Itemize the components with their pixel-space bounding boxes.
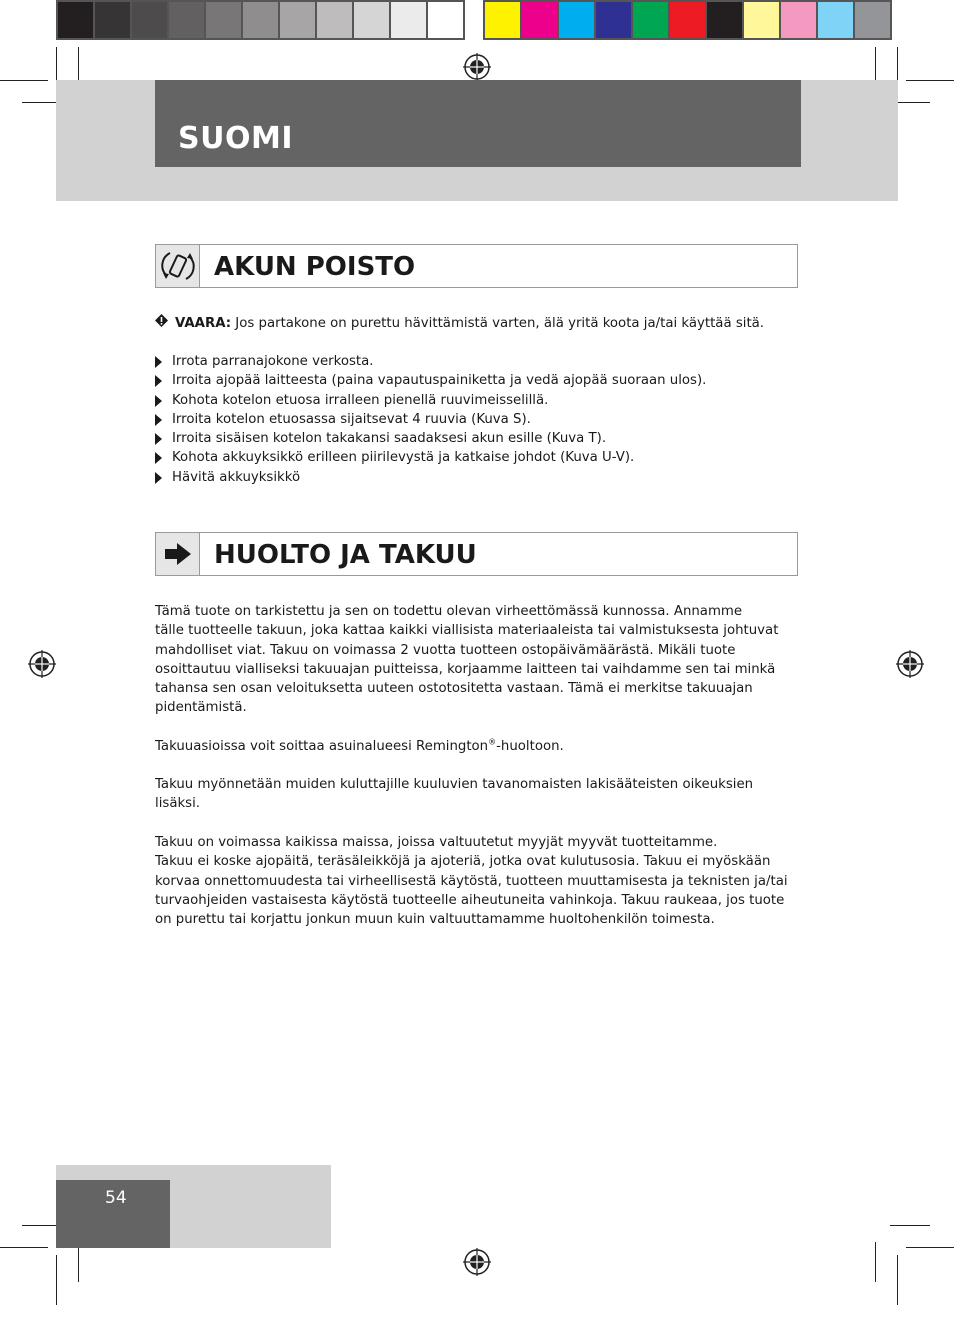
section-title: AKUN POISTO — [214, 252, 416, 282]
bullet-arrow-icon — [155, 395, 162, 407]
color-swatch — [317, 2, 352, 38]
warranty-paragraph-3: Takuu myönnetään muiden kuluttajille kuuluvien tavanomaisten lakisääteisten oikeuksien lisäksi. — [155, 777, 754, 812]
list-item: Kohota kotelon etuosa irralleen pienellä ruuvimeisselillä. — [155, 391, 706, 410]
color-swatch — [428, 2, 463, 38]
color-swatch — [243, 2, 278, 38]
color-swatch — [522, 2, 557, 38]
crop-mark — [906, 1247, 954, 1248]
crop-mark — [897, 1255, 898, 1305]
removal-steps-list — [155, 352, 706, 487]
color-swatch — [206, 2, 241, 38]
warranty-paragraph-2: Takuuasioissa voit soittaa asuinalueesi Remington®-huoltoon. — [155, 737, 564, 754]
color-swatch — [95, 2, 130, 38]
color-swatch — [354, 2, 389, 38]
color-swatch — [58, 2, 93, 38]
arrow-right-icon — [156, 533, 200, 575]
color-swatch — [670, 2, 705, 38]
crop-mark — [78, 1242, 79, 1282]
color-swatch — [855, 2, 890, 38]
color-swatch — [169, 2, 204, 38]
color-swatch — [596, 2, 631, 38]
color-swatch — [280, 2, 315, 38]
crop-mark — [0, 80, 48, 81]
registration-mark-icon — [28, 650, 56, 678]
warranty-paragraph-4: Takuu on voimassa kaikissa maissa, joissa valtuutetut myyjät myyvät tuotteitamme. Takuu ei koske ajopäitä, teräsäleikköjä ja ajoteriä, jotka ovat kulutusosia. Takuu ei myöskään korvaa onnettomuudesta tai virheellisestä käytöstä, tuotteen muuttamisesta ja teknisten ja/tai turvaohjeiden vastaisesta käytöstä tuotteelle aiheutuneita vahinkoja. Takuu raukeaa, jos tuote on purettu tai korjattu jonkun muun kuin valtuuttamamme huoltohenkilön toimesta. — [155, 835, 788, 928]
section-header-service — [155, 532, 798, 576]
list-item: Irroita ajopää laitteesta (paina vapautuspainiketta ja vedä ajopää suoraan ulos). — [155, 371, 706, 390]
warning-note — [155, 314, 764, 331]
page-title: SUOMI — [178, 121, 293, 156]
warning-text: Jos partakone on purettu hävittämistä varten, älä yritä koota ja/tai käyttää sitä. — [231, 316, 765, 331]
color-swatch — [633, 2, 668, 38]
color-swatch — [707, 2, 742, 38]
crop-mark — [0, 1247, 48, 1248]
warning-label: VAARA: — [175, 316, 232, 331]
bullet-arrow-icon — [155, 472, 162, 484]
list-item: Hävitä akkuyksikkö — [155, 468, 706, 487]
registration-mark-icon — [896, 650, 924, 678]
bullet-arrow-icon — [155, 452, 162, 464]
section-title: HUOLTO JA TAKUU — [214, 540, 477, 570]
bullet-arrow-icon — [155, 414, 162, 426]
color-swatch — [391, 2, 426, 38]
warranty-paragraph-1: Tämä tuote on tarkistettu ja sen on todettu olevan virheettömässä kunnossa. Annamme tälle tuotteelle takuun, joka kattaa kaikki viallisista materiaaleista tai valmistuksesta johtuvat mahdolliset viat. Takuu on voimassa 2 vuotta tuotteen ostopäivämäärästä. Mikäli tuote osoittautuu vialliseksi takuuajan puitteissa, korjaamme laitteen tai vaihdamme sen tai minkä tahansa sen osan veloituksetta uuteen ostotositetta vastaan. Tämä ei merkitse takuuajan pidentämistä. — [155, 604, 779, 716]
list-item: Irroita sisäisen kotelon takakansi saadaksesi akun esille (Kuva T). — [155, 429, 706, 448]
list-item: Irroita kotelon etuosassa sijaitsevat 4 ruuvia (Kuva S). — [155, 410, 706, 429]
color-calibration-bar — [56, 0, 898, 40]
grayscale-swatches — [56, 0, 465, 40]
list-item: Irrota parranajokone verkosta. — [155, 352, 706, 371]
color-swatch — [132, 2, 167, 38]
crop-mark — [890, 1225, 930, 1226]
color-swatch — [559, 2, 594, 38]
color-swatch — [781, 2, 816, 38]
color-swatch — [485, 2, 520, 38]
list-item: Kohota akkuyksikkö erilleen piirilevystä ja katkaise johdot (Kuva U-V). — [155, 448, 706, 467]
bullet-arrow-icon — [155, 375, 162, 387]
crop-mark — [906, 80, 954, 81]
color-swatch — [744, 2, 779, 38]
bullet-arrow-icon — [155, 433, 162, 445]
crop-mark — [56, 1255, 57, 1305]
page-number: 54 — [105, 1188, 127, 1208]
color-swatches — [483, 0, 892, 40]
registration-mark-icon — [463, 53, 491, 81]
color-swatch — [818, 2, 853, 38]
bullet-arrow-icon — [155, 356, 162, 368]
registration-mark-icon — [463, 1248, 491, 1276]
recycle-battery-icon — [156, 245, 200, 287]
warning-icon — [155, 314, 167, 331]
section-header-battery — [155, 244, 798, 288]
crop-mark — [875, 1242, 876, 1282]
